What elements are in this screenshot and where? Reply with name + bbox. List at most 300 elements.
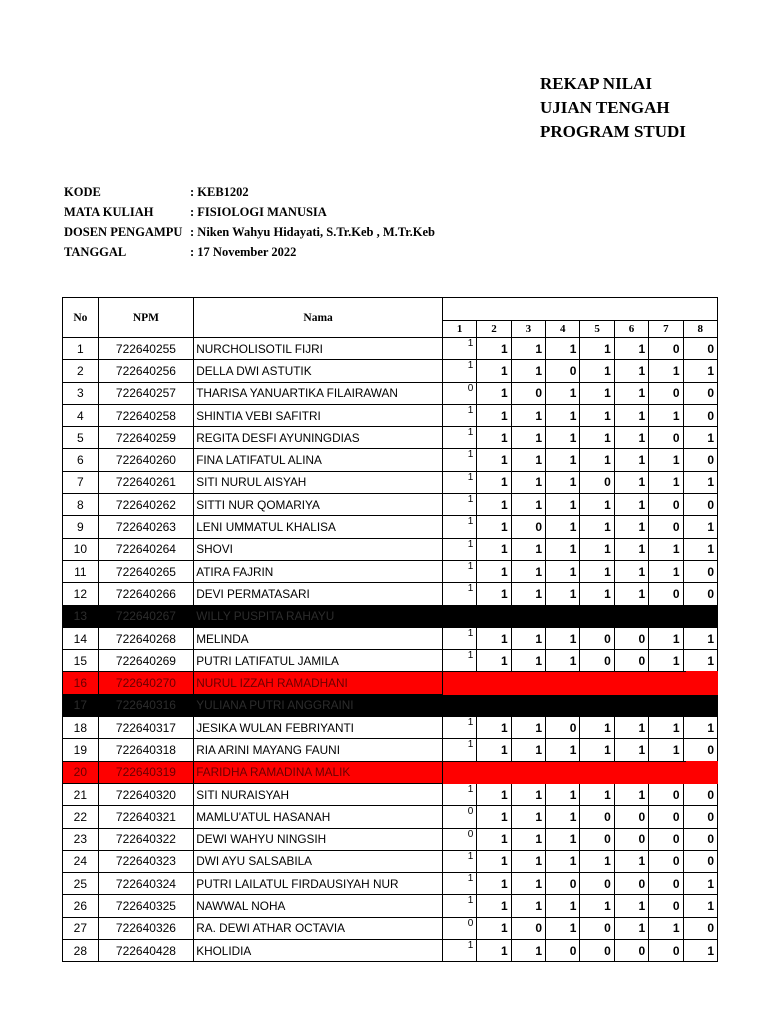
table-row	[63, 538, 718, 560]
row-name: WILLY PUSPITA RAHAYU	[194, 605, 443, 627]
score-cell: 1	[614, 382, 648, 404]
row-name: SHINTIA VEBI SAFITRI	[194, 404, 443, 426]
score-cell: 0	[683, 739, 717, 761]
score-cell: 1	[580, 427, 614, 449]
score-cell: 0	[580, 806, 614, 828]
question-number: 1	[442, 321, 476, 338]
score-cell: 1	[546, 627, 580, 649]
score-cell: 1	[546, 583, 580, 605]
row-npm: 722640267	[98, 605, 194, 627]
score-cell: 1	[511, 717, 545, 739]
score-cell: 1	[477, 494, 511, 516]
score-cell: 1	[649, 717, 683, 739]
score-cell: 1	[614, 583, 648, 605]
score-cell: 0	[683, 917, 717, 939]
score-cell: 1	[580, 338, 614, 360]
score-cell: 0	[546, 873, 580, 895]
meta-value: : KEB1202	[190, 185, 249, 199]
table-row	[63, 694, 718, 716]
score-cell: 1	[442, 895, 476, 917]
score-cell: 1	[546, 650, 580, 672]
row-name: RIA ARINI MAYANG FAUNI	[194, 739, 443, 761]
score-cell: 1	[477, 382, 511, 404]
question-number: 2	[477, 321, 511, 338]
score-cell: 1	[614, 449, 648, 471]
score-cell: 0	[580, 940, 614, 962]
score-cell: 1	[683, 427, 717, 449]
score-cell: 0	[683, 783, 717, 805]
score-cell: 1	[477, 338, 511, 360]
score-cell: 0	[614, 940, 648, 962]
table-row	[63, 783, 718, 805]
row-number: 15	[63, 650, 99, 672]
table-row	[63, 761, 718, 783]
empty-score-span	[442, 694, 717, 716]
row-name: FARIDHA RAMADINA MALIK	[194, 761, 443, 783]
score-cell: 1	[546, 449, 580, 471]
header-question-group	[442, 298, 717, 321]
question-number: 5	[580, 321, 614, 338]
course-info	[64, 182, 435, 262]
score-cell: 1	[683, 650, 717, 672]
red-row-extension	[686, 761, 718, 783]
score-cell: 1	[477, 828, 511, 850]
score-cell: 0	[442, 828, 476, 850]
score-cell: 1	[477, 850, 511, 872]
score-cell: 1	[683, 516, 717, 538]
table-row	[63, 672, 718, 694]
score-cell: 1	[580, 560, 614, 582]
score-cell: 1	[683, 627, 717, 649]
score-cell: 1	[614, 917, 648, 939]
score-cell: 1	[511, 895, 545, 917]
score-cell: 1	[649, 917, 683, 939]
row-name: RA. DEWI ATHAR OCTAVIA	[194, 917, 443, 939]
row-npm: 722640324	[98, 873, 194, 895]
score-cell: 1	[511, 449, 545, 471]
score-cell: 1	[442, 739, 476, 761]
row-name: DEVI PERMATASARI	[194, 583, 443, 605]
row-number: 25	[63, 873, 99, 895]
score-cell: 1	[546, 471, 580, 493]
row-number: 3	[63, 382, 99, 404]
score-cell: 1	[683, 717, 717, 739]
score-cell: 0	[649, 806, 683, 828]
score-cell: 1	[649, 360, 683, 382]
row-number: 27	[63, 917, 99, 939]
row-npm: 722640264	[98, 538, 194, 560]
score-cell: 1	[477, 917, 511, 939]
score-cell: 0	[580, 828, 614, 850]
score-cell: 1	[649, 739, 683, 761]
score-cell: 1	[477, 583, 511, 605]
row-name: SITI NURAISYAH	[194, 783, 443, 805]
score-cell: 1	[580, 494, 614, 516]
row-npm: 722640326	[98, 917, 194, 939]
score-cell: 1	[511, 494, 545, 516]
row-npm: 722640321	[98, 806, 194, 828]
score-cell: 0	[580, 917, 614, 939]
row-name: THARISA YANUARTIKA FILAIRAWAN	[194, 382, 443, 404]
score-cell: 1	[614, 516, 648, 538]
score-cell: 1	[442, 650, 476, 672]
row-name: NURCHOLISOTIL FIJRI	[194, 338, 443, 360]
table-row	[63, 516, 718, 538]
score-cell: 1	[580, 382, 614, 404]
row-npm: 722640257	[98, 382, 194, 404]
table-row	[63, 427, 718, 449]
row-npm: 722640263	[98, 516, 194, 538]
table-row	[63, 917, 718, 939]
table-row	[63, 739, 718, 761]
score-cell: 1	[477, 806, 511, 828]
score-cell: 1	[683, 538, 717, 560]
row-name: FINA LATIFATUL ALINA	[194, 449, 443, 471]
score-cell: 1	[683, 895, 717, 917]
table-row	[63, 940, 718, 962]
row-npm: 722640266	[98, 583, 194, 605]
question-number: 3	[511, 321, 545, 338]
row-npm: 722640259	[98, 427, 194, 449]
score-cell: 1	[546, 850, 580, 872]
score-cell: 1	[477, 560, 511, 582]
score-cell: 1	[614, 404, 648, 426]
row-name: REGITA DESFI AYUNINGDIAS	[194, 427, 443, 449]
score-cell: 1	[546, 783, 580, 805]
row-number: 22	[63, 806, 99, 828]
score-cell: 1	[442, 516, 476, 538]
row-npm: 722640325	[98, 895, 194, 917]
row-npm: 722640260	[98, 449, 194, 471]
row-number: 28	[63, 940, 99, 962]
score-cell: 1	[546, 828, 580, 850]
score-cell: 1	[511, 427, 545, 449]
score-cell: 0	[614, 828, 648, 850]
row-number: 9	[63, 516, 99, 538]
row-name: LENI UMMATUL KHALISA	[194, 516, 443, 538]
score-cell: 1	[614, 739, 648, 761]
score-cell: 1	[683, 471, 717, 493]
score-cell: 1	[477, 516, 511, 538]
meta-row-dosen	[64, 222, 435, 242]
score-cell: 0	[683, 583, 717, 605]
row-npm: 722640269	[98, 650, 194, 672]
score-cell: 1	[580, 850, 614, 872]
row-name: ATIRA FAJRIN	[194, 560, 443, 582]
table-row	[63, 895, 718, 917]
score-cell: 1	[511, 471, 545, 493]
row-number: 13	[63, 605, 99, 627]
row-name: YULIANA PUTRI ANGGRAINI	[194, 694, 443, 716]
score-cell: 0	[683, 850, 717, 872]
row-name: MELINDA	[194, 627, 443, 649]
table-row	[63, 583, 718, 605]
row-name: NURUL IZZAH RAMADHANI	[194, 672, 443, 694]
row-name: SHOVI	[194, 538, 443, 560]
score-cell: 1	[614, 783, 648, 805]
student-rows	[63, 338, 718, 962]
score-cell: 0	[683, 828, 717, 850]
empty-score-span	[442, 761, 717, 783]
row-number: 19	[63, 739, 99, 761]
table-row	[63, 471, 718, 493]
score-cell: 1	[442, 449, 476, 471]
row-name: SITI NURUL AISYAH	[194, 471, 443, 493]
row-number: 16	[63, 672, 99, 694]
score-cell: 0	[649, 850, 683, 872]
row-npm: 722640320	[98, 783, 194, 805]
score-cell: 0	[649, 828, 683, 850]
table-row	[63, 650, 718, 672]
score-cell: 0	[649, 516, 683, 538]
score-cell: 1	[546, 560, 580, 582]
score-cell: 1	[580, 404, 614, 426]
score-cell: 1	[614, 427, 648, 449]
row-number: 2	[63, 360, 99, 382]
header-no: No	[63, 298, 99, 338]
row-number: 4	[63, 404, 99, 426]
question-number: 7	[649, 321, 683, 338]
score-cell: 0	[649, 940, 683, 962]
score-cell: 1	[614, 895, 648, 917]
row-name: JESIKA WULAN FEBRIYANTI	[194, 717, 443, 739]
meta-label: DOSEN PENGAMPU	[64, 225, 183, 239]
score-cell: 1	[546, 739, 580, 761]
score-cell: 0	[683, 806, 717, 828]
score-cell: 1	[477, 471, 511, 493]
score-cell: 1	[477, 427, 511, 449]
score-cell: 1	[511, 739, 545, 761]
score-cell: 1	[614, 471, 648, 493]
score-cell: 0	[614, 650, 648, 672]
score-cell: 1	[477, 940, 511, 962]
score-cell: 0	[442, 382, 476, 404]
score-cell: 1	[442, 538, 476, 560]
score-cell: 1	[442, 717, 476, 739]
score-cell: 0	[614, 806, 648, 828]
score-cell: 1	[649, 627, 683, 649]
row-npm: 722640317	[98, 717, 194, 739]
row-number: 12	[63, 583, 99, 605]
score-cell: 1	[580, 538, 614, 560]
row-number: 14	[63, 627, 99, 649]
score-cell: 1	[580, 717, 614, 739]
score-cell: 0	[511, 516, 545, 538]
score-cell: 1	[477, 717, 511, 739]
scores-table-wrap	[62, 297, 714, 977]
row-npm: 722640262	[98, 494, 194, 516]
header-row	[63, 298, 718, 321]
score-cell: 1	[477, 873, 511, 895]
row-npm: 722640270	[98, 672, 194, 694]
row-npm: 722640322	[98, 828, 194, 850]
score-cell: 1	[580, 783, 614, 805]
row-number: 17	[63, 694, 99, 716]
score-cell: 0	[614, 627, 648, 649]
score-cell: 1	[580, 583, 614, 605]
row-name: MAMLU'ATUL HASANAH	[194, 806, 443, 828]
score-cell: 1	[546, 382, 580, 404]
row-name: PUTRI LATIFATUL JAMILA	[194, 650, 443, 672]
meta-row-tanggal	[64, 242, 435, 262]
row-npm: 722640318	[98, 739, 194, 761]
row-npm: 722640255	[98, 338, 194, 360]
report-title	[540, 72, 686, 144]
score-cell: 0	[580, 627, 614, 649]
meta-value: : FISIOLOGI MANUSIA	[190, 205, 327, 219]
score-cell: 1	[614, 360, 648, 382]
meta-row-mata-kuliah	[64, 202, 435, 222]
row-npm: 722640319	[98, 761, 194, 783]
score-cell: 1	[442, 471, 476, 493]
row-number: 5	[63, 427, 99, 449]
score-cell: 1	[580, 739, 614, 761]
row-npm: 722640258	[98, 404, 194, 426]
red-row-extension	[686, 671, 718, 693]
score-cell: 1	[546, 427, 580, 449]
row-name: KHOLIDIA	[194, 940, 443, 962]
score-cell: 1	[511, 828, 545, 850]
score-cell: 1	[649, 449, 683, 471]
score-cell: 0	[442, 917, 476, 939]
score-cell: 0	[580, 873, 614, 895]
score-cell: 1	[614, 338, 648, 360]
score-cell: 0	[683, 404, 717, 426]
score-cell: 1	[683, 360, 717, 382]
score-cell: 1	[511, 873, 545, 895]
meta-label: TANGGAL	[64, 245, 127, 259]
row-number: 26	[63, 895, 99, 917]
score-cell: 0	[683, 338, 717, 360]
score-cell: 1	[442, 338, 476, 360]
row-name: SITTI NUR QOMARIYA	[194, 494, 443, 516]
score-cell: 0	[546, 940, 580, 962]
score-cell: 0	[580, 650, 614, 672]
score-cell: 1	[614, 538, 648, 560]
row-number: 21	[63, 783, 99, 805]
row-number: 23	[63, 828, 99, 850]
table-row	[63, 494, 718, 516]
row-npm: 722640428	[98, 940, 194, 962]
score-cell: 0	[546, 717, 580, 739]
score-cell: 0	[683, 560, 717, 582]
meta-label: KODE	[64, 185, 101, 199]
row-npm: 722640261	[98, 471, 194, 493]
row-number: 8	[63, 494, 99, 516]
score-cell: 0	[683, 449, 717, 471]
question-number: 6	[614, 321, 648, 338]
score-cell: 1	[546, 404, 580, 426]
row-number: 6	[63, 449, 99, 471]
row-npm: 722640316	[98, 694, 194, 716]
table-row	[63, 873, 718, 895]
score-cell: 0	[511, 382, 545, 404]
empty-score-span	[442, 672, 717, 694]
score-cell: 1	[442, 494, 476, 516]
score-cell: 0	[649, 895, 683, 917]
score-cell: 1	[580, 449, 614, 471]
score-cell: 1	[511, 360, 545, 382]
score-cell: 1	[683, 940, 717, 962]
score-cell: 0	[649, 382, 683, 404]
score-cell: 1	[511, 560, 545, 582]
score-cell: 1	[511, 783, 545, 805]
table-row	[63, 605, 718, 627]
score-cell: 1	[477, 449, 511, 471]
score-cell: 0	[649, 583, 683, 605]
row-number: 20	[63, 761, 99, 783]
score-cell: 0	[649, 783, 683, 805]
score-cell: 1	[649, 471, 683, 493]
score-cell: 1	[442, 560, 476, 582]
score-cell: 1	[546, 338, 580, 360]
header-nama: Nama	[194, 298, 443, 338]
question-number: 8	[683, 321, 717, 338]
score-cell: 0	[580, 471, 614, 493]
score-cell: 1	[546, 516, 580, 538]
score-cell: 1	[649, 560, 683, 582]
row-name: DWI AYU SALSABILA	[194, 850, 443, 872]
score-cell: 0	[442, 806, 476, 828]
score-cell: 1	[614, 494, 648, 516]
score-cell: 1	[442, 873, 476, 895]
title-line-3: PROGRAM STUDI	[540, 122, 686, 141]
score-cell: 1	[477, 650, 511, 672]
score-cell: 0	[649, 338, 683, 360]
score-cell: 1	[683, 873, 717, 895]
score-cell: 1	[442, 940, 476, 962]
score-cell: 1	[477, 783, 511, 805]
question-number: 4	[546, 321, 580, 338]
score-cell: 1	[477, 739, 511, 761]
score-cell: 1	[546, 538, 580, 560]
score-cell: 1	[442, 583, 476, 605]
score-cell: 1	[442, 427, 476, 449]
score-cell: 1	[511, 583, 545, 605]
score-cell: 1	[442, 783, 476, 805]
table-row	[63, 627, 718, 649]
score-cell: 1	[649, 538, 683, 560]
score-cell: 1	[580, 895, 614, 917]
row-name: DEWI WAHYU NINGSIH	[194, 828, 443, 850]
score-cell: 0	[511, 917, 545, 939]
score-cell: 1	[546, 494, 580, 516]
score-cell: 0	[683, 382, 717, 404]
score-cell: 0	[649, 427, 683, 449]
table-row	[63, 404, 718, 426]
score-cell: 1	[649, 404, 683, 426]
score-cell: 1	[546, 917, 580, 939]
score-cell: 1	[614, 560, 648, 582]
row-name: NAWWAL NOHA	[194, 895, 443, 917]
score-cell: 1	[649, 650, 683, 672]
score-cell: 1	[477, 538, 511, 560]
score-cell: 1	[511, 627, 545, 649]
score-cell: 0	[546, 360, 580, 382]
meta-label: MATA KULIAH	[64, 205, 154, 219]
score-cell: 1	[511, 806, 545, 828]
score-cell: 1	[511, 850, 545, 872]
score-cell: 0	[649, 494, 683, 516]
table-row	[63, 717, 718, 739]
meta-value: : Niken Wahyu Hidayati, S.Tr.Keb , M.Tr.Keb	[190, 225, 435, 239]
table-row	[63, 360, 718, 382]
score-cell: 0	[614, 873, 648, 895]
row-number: 24	[63, 850, 99, 872]
score-cell: 1	[477, 404, 511, 426]
score-cell: 1	[511, 538, 545, 560]
scores-table	[62, 297, 718, 962]
